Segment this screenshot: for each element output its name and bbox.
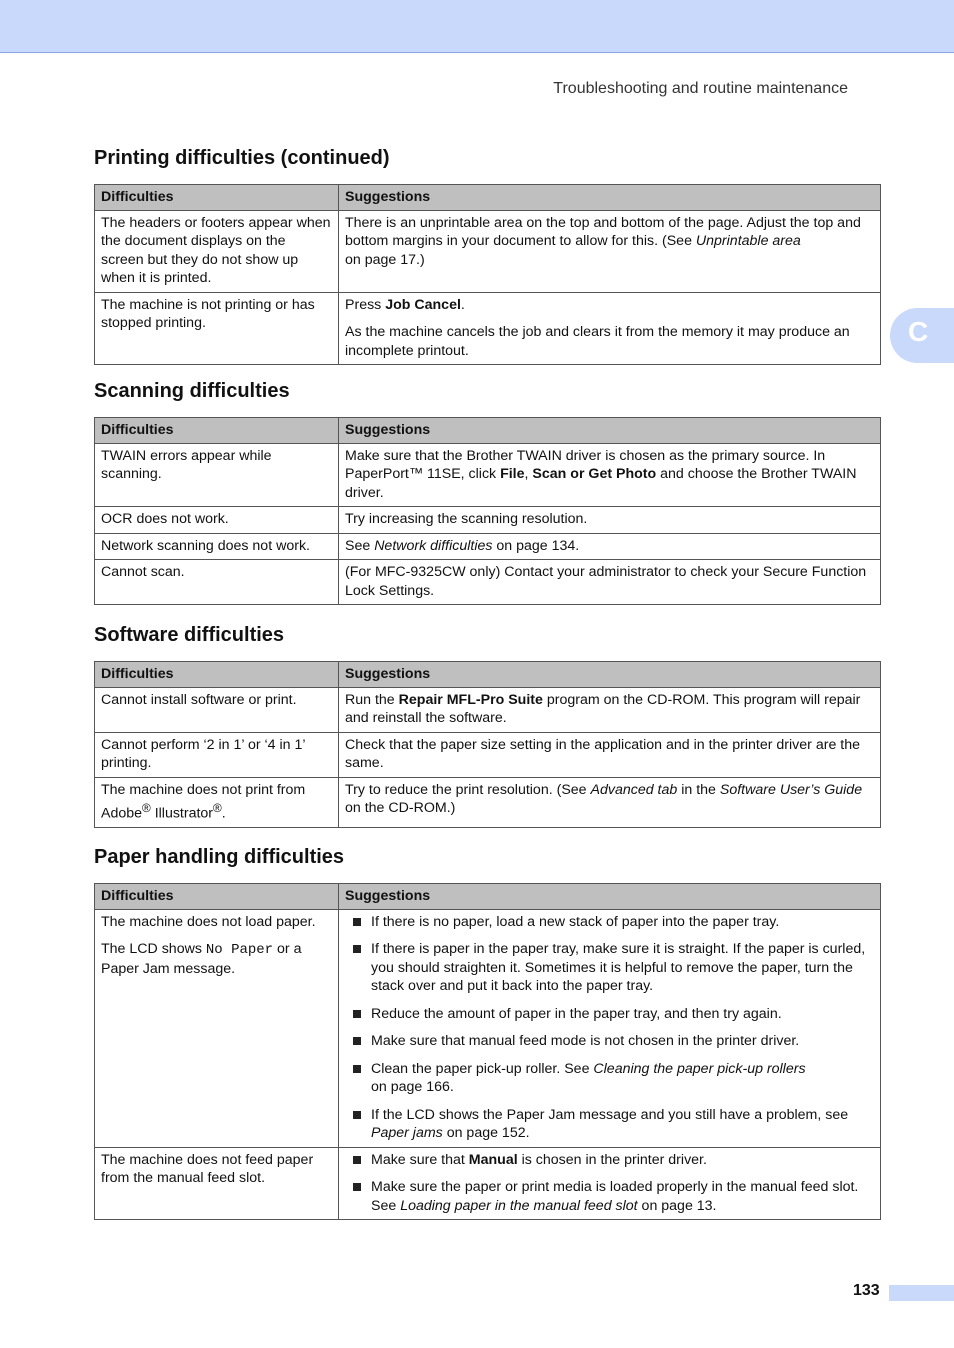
col-header-difficulties: Difficulties	[95, 418, 339, 444]
table-row	[95, 560, 881, 605]
scanning-table	[94, 417, 881, 605]
table-row	[95, 292, 881, 365]
col-header-suggestions: Suggestions	[339, 662, 881, 688]
col-header-suggestions: Suggestions	[339, 418, 881, 444]
suggestion-cell: (For MFC-9325CW only) Contact your administrator to check your Secure Function Lock Settings.	[339, 560, 881, 605]
key-name: Job Cancel	[385, 296, 461, 313]
table-row	[95, 777, 881, 828]
list-item: If there is no paper, load a new stack of paper into the paper tray.	[345, 913, 874, 932]
list-item: If there is paper in the paper tray, make sure it is straight. If the paper is curled, you should straighten it. Sometimes it is helpful to remove the paper, turn the stack over and put it back into the paper tray.	[345, 940, 874, 996]
table-header-row	[95, 418, 881, 444]
lcd-message: No Paper	[205, 942, 274, 958]
cross-reference: Cleaning the paper pick-up rollers	[593, 1060, 806, 1077]
square-bullet-icon	[353, 1010, 361, 1018]
table-header-row	[95, 884, 881, 910]
suggestion-cell: See Network difficulties on page 134.	[339, 533, 881, 560]
list-item: Make sure the paper or print media is loaded properly in the manual feed slot. See Loading paper in the manual feed slot on page 13.	[345, 1178, 874, 1215]
cross-reference: Advanced tab	[590, 781, 678, 798]
suggestion-cell: Make sure that the Brother TWAIN driver is chosen as the primary source. In PaperPort™ 11SE, click File, Scan or Get Photo and choose the Brother TWAIN driver.	[339, 443, 881, 507]
cross-reference: Loading paper in the manual feed slot	[400, 1197, 638, 1214]
table-row	[95, 1147, 881, 1220]
suggestion-cell: Press Job Cancel. As the machine cancels the job and clears it from the memory it may produce an incomplete printout.	[339, 292, 881, 365]
cross-reference: Software User’s Guide	[719, 781, 863, 798]
difficulty-cell: Cannot scan.	[95, 560, 339, 605]
page-number: 133	[853, 1282, 880, 1299]
top-color-band	[0, 0, 954, 53]
difficulty-cell: Cannot perform ‘2 in 1’ or ‘4 in 1’ printing.	[95, 732, 339, 777]
section-title-software: Software difficulties	[94, 624, 285, 646]
list-item: Make sure that manual feed mode is not chosen in the printer driver.	[345, 1032, 874, 1051]
col-header-suggestions: Suggestions	[339, 185, 881, 211]
bottom-color-band	[889, 1285, 954, 1301]
square-bullet-icon	[353, 1065, 361, 1073]
suggestion-cell	[339, 1147, 881, 1220]
suggestion-list	[345, 1151, 874, 1216]
table-row	[95, 533, 881, 560]
software-table	[94, 661, 881, 828]
difficulty-cell: The machine is not printing or has stopped printing.	[95, 292, 339, 365]
list-item: Make sure that Manual is chosen in the printer driver.	[345, 1151, 874, 1170]
table-row	[95, 210, 881, 292]
running-header: Troubleshooting and routine maintenance	[553, 80, 848, 97]
table-row	[95, 687, 881, 732]
square-bullet-icon	[353, 1111, 361, 1119]
section-title-scanning: Scanning difficulties	[94, 380, 290, 402]
cross-reference: Paper jams	[371, 1125, 443, 1141]
square-bullet-icon	[353, 945, 361, 953]
suggestion-cell: Try increasing the scanning resolution.	[339, 507, 881, 534]
list-item: Reduce the amount of paper in the paper tray, and then try again.	[345, 1005, 874, 1024]
difficulty-cell: TWAIN errors appear while scanning.	[95, 443, 339, 507]
section-title-printing: Printing difficulties (continued)	[94, 147, 390, 169]
suggestion-cell	[339, 909, 881, 1147]
difficulty-cell: The machine does not print from Adobe® Illustrator®.	[95, 777, 339, 828]
table-header-row	[95, 662, 881, 688]
table-row	[95, 507, 881, 534]
table-header-row	[95, 185, 881, 211]
printing-table	[94, 184, 881, 365]
cross-reference: Network difficulties	[374, 537, 493, 554]
suggestion-cell: Check that the paper size setting in the application and in the printer driver are the same.	[339, 732, 881, 777]
suggestion-cell: There is an unprintable area on the top and bottom of the page. Adjust the top and bottom margins in your document to allow for this. (See Unprintable area on page 17.)	[339, 210, 881, 292]
suggestion-cell: Try to reduce the print resolution. (See Advanced tab in the Software User’s Guide on the CD-ROM.)	[339, 777, 881, 828]
square-bullet-icon	[353, 918, 361, 926]
list-item: If the LCD shows the Paper Jam message and you still have a problem, see Paper jams on page 152.	[345, 1106, 874, 1143]
table-row	[95, 909, 881, 1147]
difficulty-cell: OCR does not work.	[95, 507, 339, 534]
table-row	[95, 443, 881, 507]
col-header-difficulties: Difficulties	[95, 185, 339, 211]
chapter-tab	[890, 308, 954, 363]
difficulty-cell: The machine does not feed paper from the manual feed slot.	[95, 1147, 339, 1220]
program-name: Repair MFL-Pro Suite	[398, 691, 543, 708]
table-row	[95, 732, 881, 777]
suggestion-cell: Run the Repair MFL-Pro Suite program on the CD-ROM. This program will repair and reinstall the software.	[339, 687, 881, 732]
suggestion-list	[345, 913, 874, 1143]
col-header-difficulties: Difficulties	[95, 884, 339, 910]
list-item: Clean the paper pick-up roller. See Cleaning the paper pick-up rollers on page 166.	[345, 1060, 874, 1097]
square-bullet-icon	[353, 1037, 361, 1045]
difficulty-cell: Cannot install software or print.	[95, 687, 339, 732]
col-header-suggestions: Suggestions	[339, 884, 881, 910]
chapter-tab-letter: C	[908, 316, 929, 347]
square-bullet-icon	[353, 1156, 361, 1164]
paper-handling-table	[94, 883, 881, 1220]
square-bullet-icon	[353, 1183, 361, 1191]
cross-reference: Unprintable area	[695, 233, 801, 249]
difficulty-cell: The machine does not load paper. The LCD shows No Paper or a Paper Jam message.	[95, 909, 339, 1147]
section-title-paper-handling: Paper handling difficulties	[94, 846, 345, 868]
difficulty-cell: The headers or footers appear when the document displays on the screen but they do not show up when it is printed.	[95, 210, 339, 292]
difficulty-cell: Network scanning does not work.	[95, 533, 339, 560]
col-header-difficulties: Difficulties	[95, 662, 339, 688]
